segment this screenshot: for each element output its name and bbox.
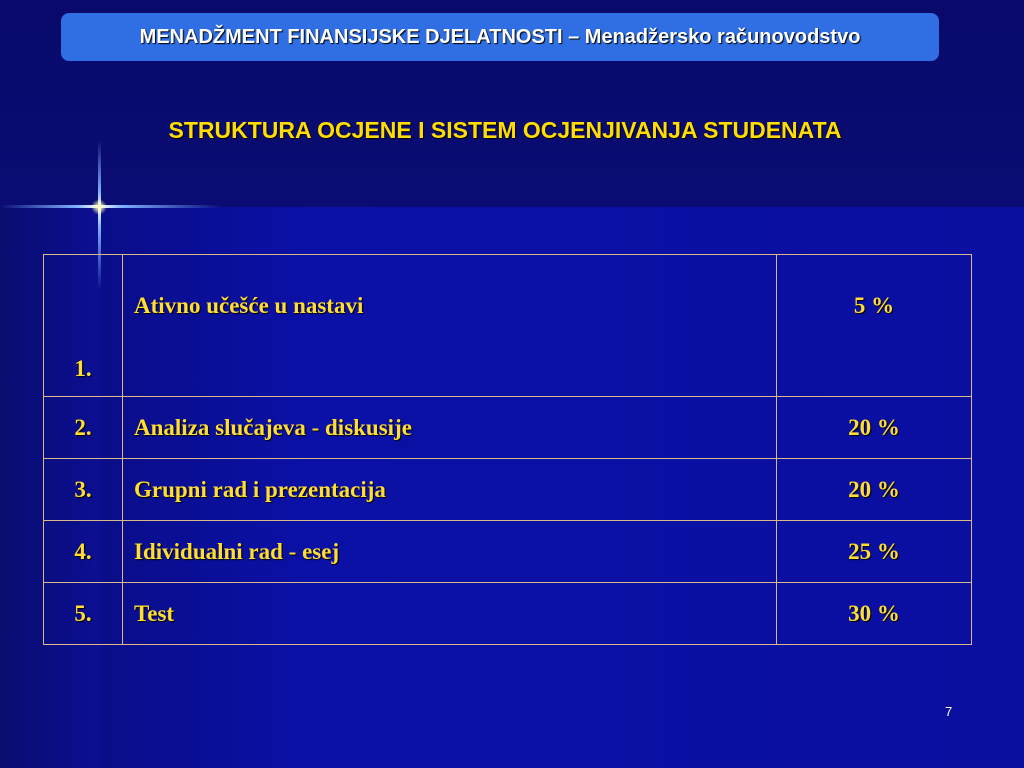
table-row (44, 521, 972, 583)
row-number: 5. (44, 583, 123, 645)
row-number: 2. (44, 397, 123, 459)
row-item: Grupni rad i prezentacija (123, 459, 777, 521)
star-flare-icon (91, 199, 107, 215)
grading-table (43, 254, 972, 645)
row-item: Analiza slučajeva - diskusije (123, 397, 777, 459)
row-item: Ativno učešće u nastavi (123, 255, 777, 397)
row-weight: 20 % (777, 459, 972, 521)
table-row (44, 583, 972, 645)
row-weight: 5 % (777, 255, 972, 397)
row-item: Test (123, 583, 777, 645)
table-row (44, 459, 972, 521)
table-row (44, 255, 972, 397)
table-row (44, 397, 972, 459)
row-weight: 25 % (777, 521, 972, 583)
page-number: 7 (945, 704, 953, 719)
row-item: Idividualni rad - esej (123, 521, 777, 583)
row-number: 1. (44, 255, 123, 397)
header-bar (61, 13, 939, 61)
row-weight: 30 % (777, 583, 972, 645)
header-text: MENADŽMENT FINANSIJSKE DJELATNOSTI – Menadžersko računovodstvo (139, 25, 861, 48)
star-flare-horizontal (0, 205, 220, 208)
slide-title: STRUKTURA OCJENE I SISTEM OCJENJIVANJA STUDENATA (168, 117, 842, 143)
row-number: 4. (44, 521, 123, 583)
row-number: 3. (44, 459, 123, 521)
row-weight: 20 % (777, 397, 972, 459)
